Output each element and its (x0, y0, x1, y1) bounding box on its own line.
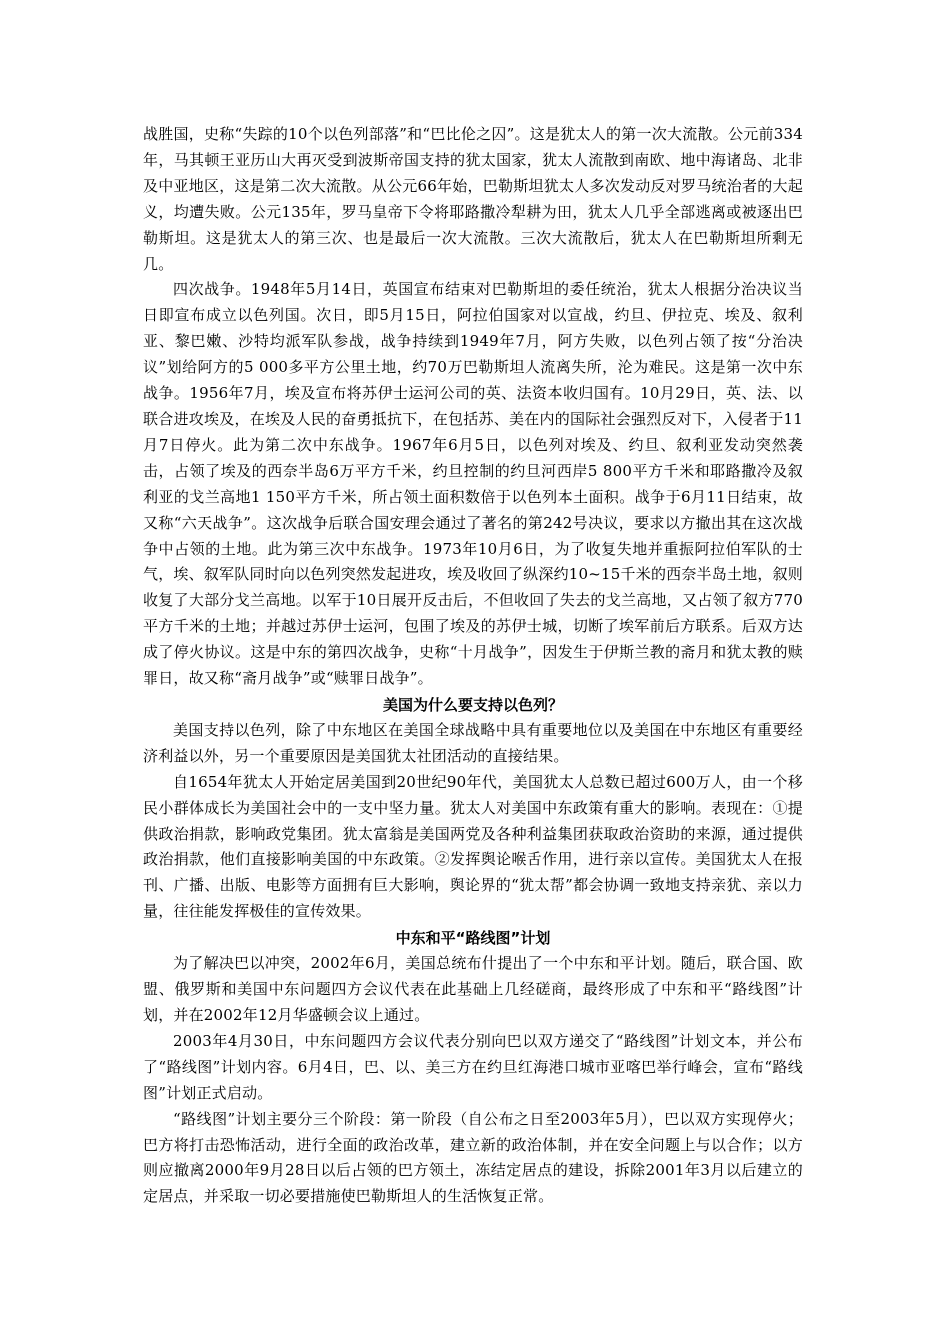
heading-us-support-israel: 美国为什么要支持以色列？ (382, 695, 563, 714)
paragraph-jewish-influence: 自1654年犹太人开始定居美国到20世纪90年代，美国犹太人总数已超过600万人，由一个移民小群体成长为美国社会中的一支中坚力量。犹太人对美国中东政策有重大的影响。表现在：①提供政治捐款，影响政党集团。犹太富翁是美国两党及各种利益集团获取政治资助的来源，通过提供政治捐款，他们直接影响美国的中东政策。②发挥舆论喉舌作用，进行亲以宣传。美国犹太人在报刊、广播、出版、电影等方面拥有巨大影响，舆论界的“犹太帮”都会协调一致地支持亲犹、亲以力量，往往能发挥极佳的宣传效果。 (143, 772, 803, 921)
paragraph-us-support: 美国支持以色列，除了中东地区在美国全球战略中具有重要地位以及美国在中东地区有重要经济利益以外，另一个重要原因是美国犹太社团活动的直接结果。 (143, 720, 803, 765)
paragraph-roadmap-launch: 2003年4月30日，中东问题四方会议代表分别向巴以双方递交了“路线图”计划文本，并公布了“路线图”计划内容。6月4日，巴、以、美三方在约旦红海港口城市亚喀巴举行峰会，宣布“路线图”计划正式启动。 (143, 1031, 803, 1102)
paragraph-four-wars: 四次战争。1948年5月14日，英国宣布结束对巴勒斯坦的委任统治，犹太人根据分治决议当日即宣布成立以色列国。次日，即5月15日，阿拉伯国家对以宣战，约旦、伊拉克、埃及、叙利亚、黎巴嫩、沙特均派军队参战，战争持续到1949年7月，阿方失败，以色列占领了按“分治决议”划给阿方的5 000多平方公里土地，约70万巴勒斯坦人流离失所，沦为难民。这是第一次中东战争。1956年7月，埃及宣布将苏伊士运河公司的英、法资本收归国有。10月29日，英、法、以联合进攻埃及，在埃及人民的奋勇抵抗下，在包括苏、美在内的国际社会强烈反对下，入侵者于11月7日停火。此为第二次中东战争。1967年6月5日，以色列对埃及、约旦、叙利亚发动突然袭击，占领了埃及的西奈半岛6万平方千米，约旦控制的约旦河西岸5 800平方千米和耶路撒冷及叙利亚的戈兰高地1 150平方千米，所占领土面积数倍于以色列本土面积。战争于6月11日结束，故又称“六天战争”。这次战争后联合国安理会通过了著名的第242号决议，要求以方撤出其在这次战争中占领的土地。此为第三次中东战争。1973年10月6日，为了收复失地并重振阿拉伯军队的士气，埃、叙军队同时向以色列突然发起进攻，埃及收回了纵深约10~15千米的西奈半岛土地，叙则收复了大部分戈兰高地。以军于10日展开反击后，不但收回了失去的戈兰高地，又占领了叙方770平方千米的土地；并越过苏伊士运河，包围了埃及的苏伊士城，切断了埃军前后方联系。后双方达成了停火协议。这是中东的第四次战争，史称“十月战争”，因发生于伊斯兰教的斋月和犹太教的赎罪日，故又称“斋月战争”或“赎罪日战争”。 (143, 280, 803, 688)
document-page (143, 122, 803, 1210)
paragraph-roadmap-stages: “路线图”计划主要分三个阶段：第一阶段（自公布之日至2003年5月），巴以双方实现停火；巴方将打击恐怖活动，进行全面的政治改革，建立新的政治体制，并在安全问题上与以合作；以方则应撤离2000年9月28日以后占领的巴方领土，冻结定居点的建设，拆除2001年3月以后建立的定居点，并采取一切必要措施使巴勒斯坦人的生活恢复正常。 (143, 1109, 803, 1206)
paragraph-diaspora: 战胜国，史称“失踪的10个以色列部落”和“巴比伦之囚”。这是犹太人的第一次大流散。公元前334年，马其顿王亚历山大再灭受到波斯帝国支持的犹太国家，犹太人流散到南欧、地中海诸岛、北非及中亚地区，这是第二次大流散。从公元66年始，巴勒斯坦犹太人多次发动反对罗马统治者的大起义，均遭失败。公元135年，罗马皇帝下令将耶路撒冷犁耕为田，犹太人几乎全部逃离或被逐出巴勒斯坦。这是犹太人的第三次、也是最后一次大流散。三次大流散后，犹太人在巴勒斯坦所剩无几。 (143, 125, 803, 273)
paragraph-roadmap-origin: 为了解决巴以冲突，2002年6月，美国总统布什提出了一个中东和平计划。随后，联合国、欧盟、俄罗斯和美国中东问题四方会议代表在此基础上几经磋商，最终形成了中东和平“路线图”计划，并在2002年12月华盛顿会议上通过。 (143, 954, 803, 1024)
heading-roadmap-plan: 中东和平“路线图”计划 (395, 929, 551, 948)
